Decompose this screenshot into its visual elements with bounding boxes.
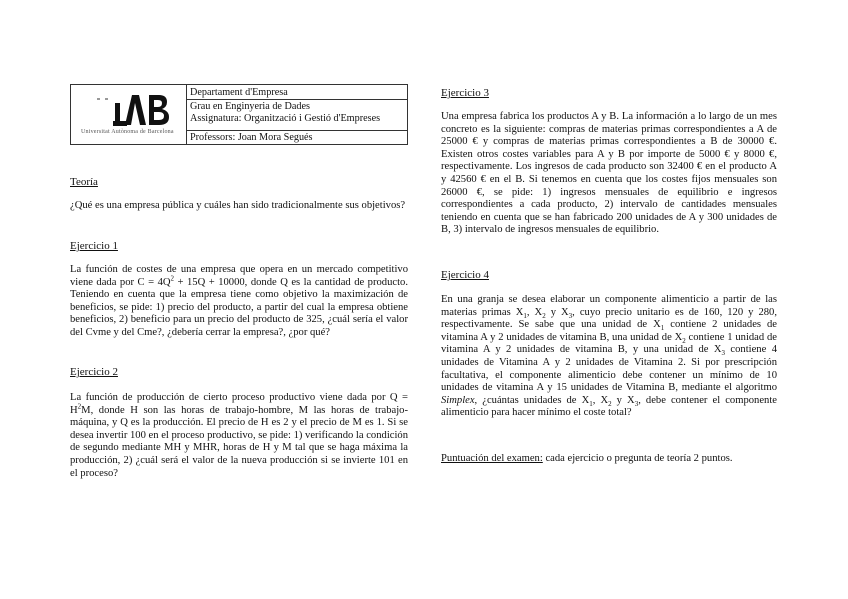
header-table	[70, 84, 408, 145]
ejercicio-3-text: Una empresa fabrica los productos A y B. La información a lo largo de un mes concreto es la siguiente: compras de materias primas correspondientes a A de 25000 € y compras de materias primas correspondientes a B de 30000 €. Existen otros costes variables para A y B por importe de 5000 € y 8000 €, respectivamente. Los ingresos de cada producto son 32400 € en el producto A y 42560 € en el B. Si tenemos en cuenta que los costes fijos mensuales son 26000 €, se pide: 1) ingresos mensuales de equilibrio e ingresos correspondientes a cada producto, 2) intervalo de cantidades mensuales teniendo en cuenta que se han fabricado 200 unidades de A y 300 unidades de B, 3) intervalo de ingresos mensuales de equilibrio.	[441, 111, 777, 236]
header-info	[187, 85, 407, 144]
logo-caption: Universitat Autònoma de Barcelona	[81, 129, 174, 135]
ejercicio-2-title: Ejercicio 2	[70, 366, 118, 378]
professors-label: Professors: Joan Mora Segués	[190, 132, 313, 143]
logo-cell	[71, 85, 187, 144]
ejercicio-3-title: Ejercicio 3	[441, 87, 489, 99]
ejercicio-2-text: La función de producción de cierto proceso productivo viene dada por $Q = H^2M$, donde H son las horas de trabajo-hombre, M las horas de trabajo-máquina, y Q es la producción. El precio de H es 2 y el precio de M es 1. Si se desea invertir 100 en el proceso productivo, se pide: 1) verificando la condición de segundo mediante MH y MHR, horas de H y M tal que se haga máxima la producción, 2) ¿cuál será el valor de la nueva producción si se invierte 101 en el proceso?	[70, 392, 409, 479]
teoria-text: ¿Qué es una empresa pública y cuáles han sido tradicionalmente sus objetivos?	[70, 200, 406, 211]
score-label: Puntuación del examen:	[441, 453, 543, 464]
department-label: Departament d'Empresa	[187, 85, 407, 100]
degree-label: Grau en Enginyeria de Dades	[190, 101, 310, 112]
score-note	[441, 453, 777, 466]
teoria-title: Teoría	[70, 176, 98, 188]
ejercicio-4-text: En una granja se desea elaborar un componente alimenticio a partir de las materias primas $X_1$, $X_2$ y $X_3$, cuyo precio unitario es de 160, 120 y 280, respectivamente. Se sabe que una unidad de $X_1$ contiene 2 unidades de vitamina A y 2 unidades de vitamina B, una unidad de $X_2$ contiene 1 unidad de vitamina A y 2 unidades de vitamina B, y una unidad de $X_3$ contiene 4 unidades de Vitamina A y 2 unidades de Vitamina 2. Si por prescripción facultativa, el componente alimenticio debe contener un mínimo de 10 unidades de vitamina A y 15 unidades de Vitamina B, mediante el algoritmo Simplex, ¿cuántas unidades de $X_1$, $X_2$ y $X_3$, debe contener el componente alimenticio para hacer mínimo el coste total?	[441, 294, 778, 419]
ejercicio-1-text: La función de costes de una empresa que opera en un mercado competitivo viene dada por $C = 4Q^2 + 15Q + 10000$, donde Q es la cantidad de producto. Teniendo en cuenta que la empresa tiene como objetivo la maximización de beneficios, se pide: 1) precio del producto, a partir del cual la empresa obtiene beneficios, 2) beneficio para un precio del producto de 325, ¿cuál sería el valor del Cvme y del Cme?, ¿debería cerrar la empresa?, ¿por qué?	[70, 264, 408, 338]
score-text: cada ejercicio o pregunta de teoría 2 puntos.	[542, 453, 733, 464]
ejercicio-1-title: Ejercicio 1	[70, 240, 118, 252]
university-logo-icon	[85, 91, 171, 129]
degree-subject-cell	[187, 100, 407, 131]
ejercicio-4-title: Ejercicio 4	[441, 269, 489, 281]
subject-label: Assignatura: Organització i Gestió d'Empreses	[190, 113, 381, 124]
